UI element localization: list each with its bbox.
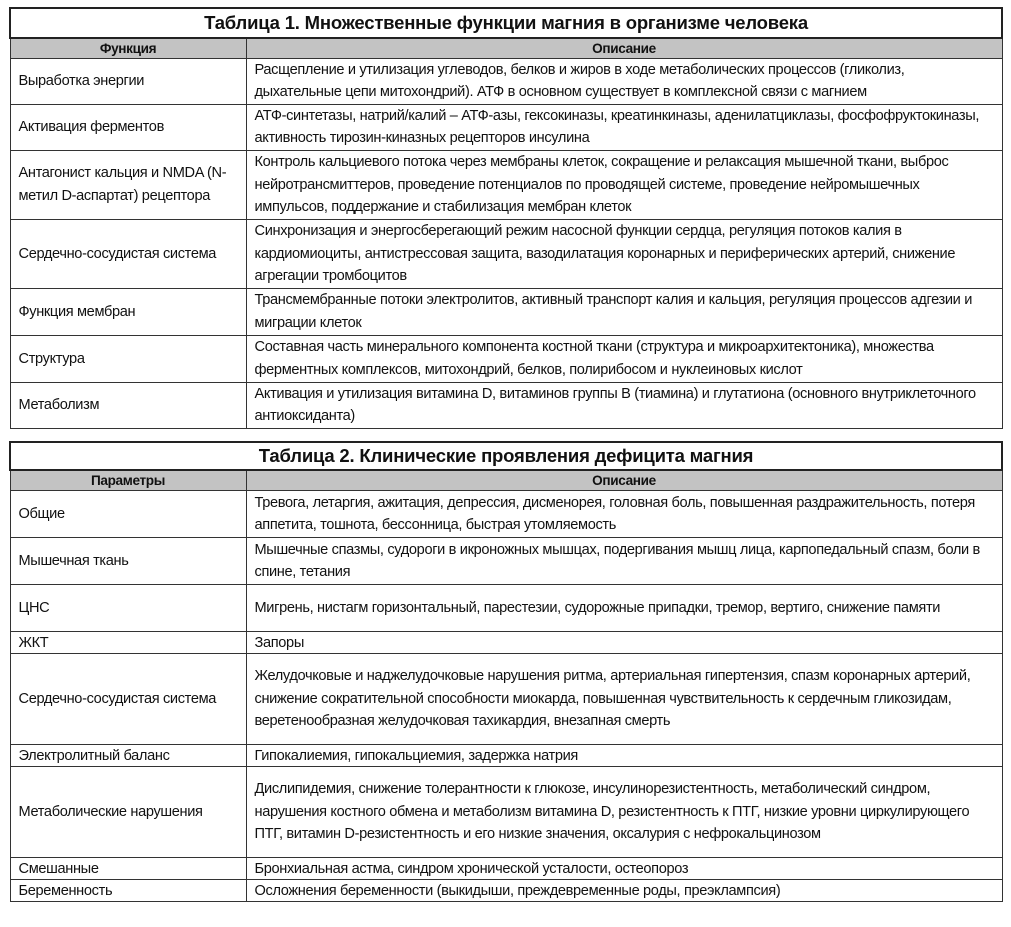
- row-parameter: Смешанные: [10, 858, 246, 880]
- table-row: [10, 767, 1002, 858]
- row-description: Синхронизация и энергосберегающий режим насосной функции сердца, регуляция потоков калия в кардиомиоциты, антистрессовая защита, вазодилатация коронарных и периферических артерий, снижение агрегации тромбоцитов: [246, 219, 1002, 288]
- table-row: [10, 585, 1002, 632]
- row-description: Желудочковые и наджелудочковые нарушения ритма, артериальная гипертензия, спазм коронарных артерий, снижение сократительной способности миокарда, повышенная чувствительность к сердечным гликозидам, веретенообразная желудочковая тахикардия, внезапная смерть: [246, 654, 1002, 745]
- table-header-row: [10, 38, 1002, 59]
- row-parameter: Структура: [10, 335, 246, 382]
- row-parameter: Электролитный баланс: [10, 745, 246, 767]
- row-description: Мышечные спазмы, судороги в икроножных мышцах, подергивания мышц лица, карпопедальный спазм, боли в спине, тетания: [246, 538, 1002, 585]
- row-description: Гипокалиемия, гипокальциемия, задержка натрия: [246, 745, 1002, 767]
- table-magnesium-functions: [9, 7, 1003, 429]
- row-parameter: Выработка энергии: [10, 59, 246, 105]
- table-row: [10, 288, 1002, 335]
- row-parameter: Сердечно-сосудистая система: [10, 654, 246, 745]
- column-header-description: Описание: [246, 470, 1002, 491]
- table-row: [10, 745, 1002, 767]
- table-title: Таблица 1. Множественные функции магния в организме человека: [10, 8, 1002, 38]
- row-parameter: Метаболизм: [10, 382, 246, 428]
- row-parameter: Сердечно-сосудистая система: [10, 219, 246, 288]
- table-row: [10, 491, 1002, 538]
- table-header-row: [10, 470, 1002, 491]
- row-parameter: ЦНС: [10, 585, 246, 632]
- row-parameter: ЖКТ: [10, 632, 246, 654]
- row-description: Осложнения беременности (выкидыши, преждевременные роды, преэклампсия): [246, 880, 1002, 902]
- table-row: [10, 880, 1002, 902]
- row-description: Трансмембранные потоки электролитов, активный транспорт калия и кальция, регуляция процессов адгезии и миграции клеток: [246, 288, 1002, 335]
- table-row: [10, 654, 1002, 745]
- table-row: [10, 382, 1002, 428]
- table-row: [10, 150, 1002, 219]
- row-description: Запоры: [246, 632, 1002, 654]
- row-description: Бронхиальная астма, синдром хронической усталости, остеопороз: [246, 858, 1002, 880]
- table-row: [10, 632, 1002, 654]
- row-description: Составная часть минерального компонента костной ткани (структура и микроархитектоника), множества ферментных комплексов, митохондрий, белков, полирибосом и нуклеиновых кислот: [246, 335, 1002, 382]
- row-parameter: Мышечная ткань: [10, 538, 246, 585]
- row-parameter: Беременность: [10, 880, 246, 902]
- table-row: [10, 219, 1002, 288]
- row-parameter: Антагонист кальция и NMDA (N-метил D-аспартат) рецептора: [10, 150, 246, 219]
- row-description: Контроль кальциевого потока через мембраны клеток, сокращение и релаксация мышечной ткани, выброс нейротрансмиттеров, проведение потенциалов по проводящей системе, проведение нейромышечных импульсов, поддержание и стабилизация мембран клеток: [246, 150, 1002, 219]
- table-row: [10, 59, 1002, 105]
- row-description: АТФ-синтетазы, натрий/калий – АТФ-азы, гексокиназы, креатинкиназы, аденилатциклазы, фосфофруктокиназы, активность тирозин-киназных рецепторов инсулина: [246, 104, 1002, 150]
- column-header-description: Описание: [246, 38, 1002, 59]
- table-row: [10, 538, 1002, 585]
- row-description: Тревога, летаргия, ажитация, депрессия, дисменорея, головная боль, повышенная раздражительность, потеря аппетита, тошнота, бессонница, быстрая утомляемость: [246, 491, 1002, 538]
- table-row: [10, 104, 1002, 150]
- table-row: [10, 335, 1002, 382]
- row-parameter: Общие: [10, 491, 246, 538]
- row-description: Расщепление и утилизация углеводов, белков и жиров в ходе метаболических процессов (гликолиз, дыхательные цепи митохондрий). АТФ в основном существует в комплексной связи с магнием: [246, 59, 1002, 105]
- row-description: Дислипидемия, снижение толерантности к глюкозе, инсулинорезистентность, метаболический синдром, нарушения костного обмена и метаболизм витамина D, резистентность к ПТГ, низкие уровни циркулирующего ПТГ, витамин D-резистентность и его низкие значения, оксалурия с нефрокальцинозом: [246, 767, 1002, 858]
- row-description: Активация и утилизация витамина D, витаминов группы В (тиамина) и глутатиона (основного внутриклеточного антиоксиданта): [246, 382, 1002, 428]
- row-parameter: Функция мембран: [10, 288, 246, 335]
- table-row: [10, 858, 1002, 880]
- table-magnesium-deficiency: [9, 441, 1003, 902]
- row-parameter: Активация ферментов: [10, 104, 246, 150]
- column-header-parameters: Параметры: [10, 470, 246, 491]
- table-title: Таблица 2. Клинические проявления дефицита магния: [10, 442, 1002, 470]
- row-description: Мигрень, нистагм горизонтальный, парестезии, судорожные припадки, тремор, вертиго, снижение памяти: [246, 585, 1002, 632]
- row-parameter: Метаболические нарушения: [10, 767, 246, 858]
- column-header-function: Функция: [10, 38, 246, 59]
